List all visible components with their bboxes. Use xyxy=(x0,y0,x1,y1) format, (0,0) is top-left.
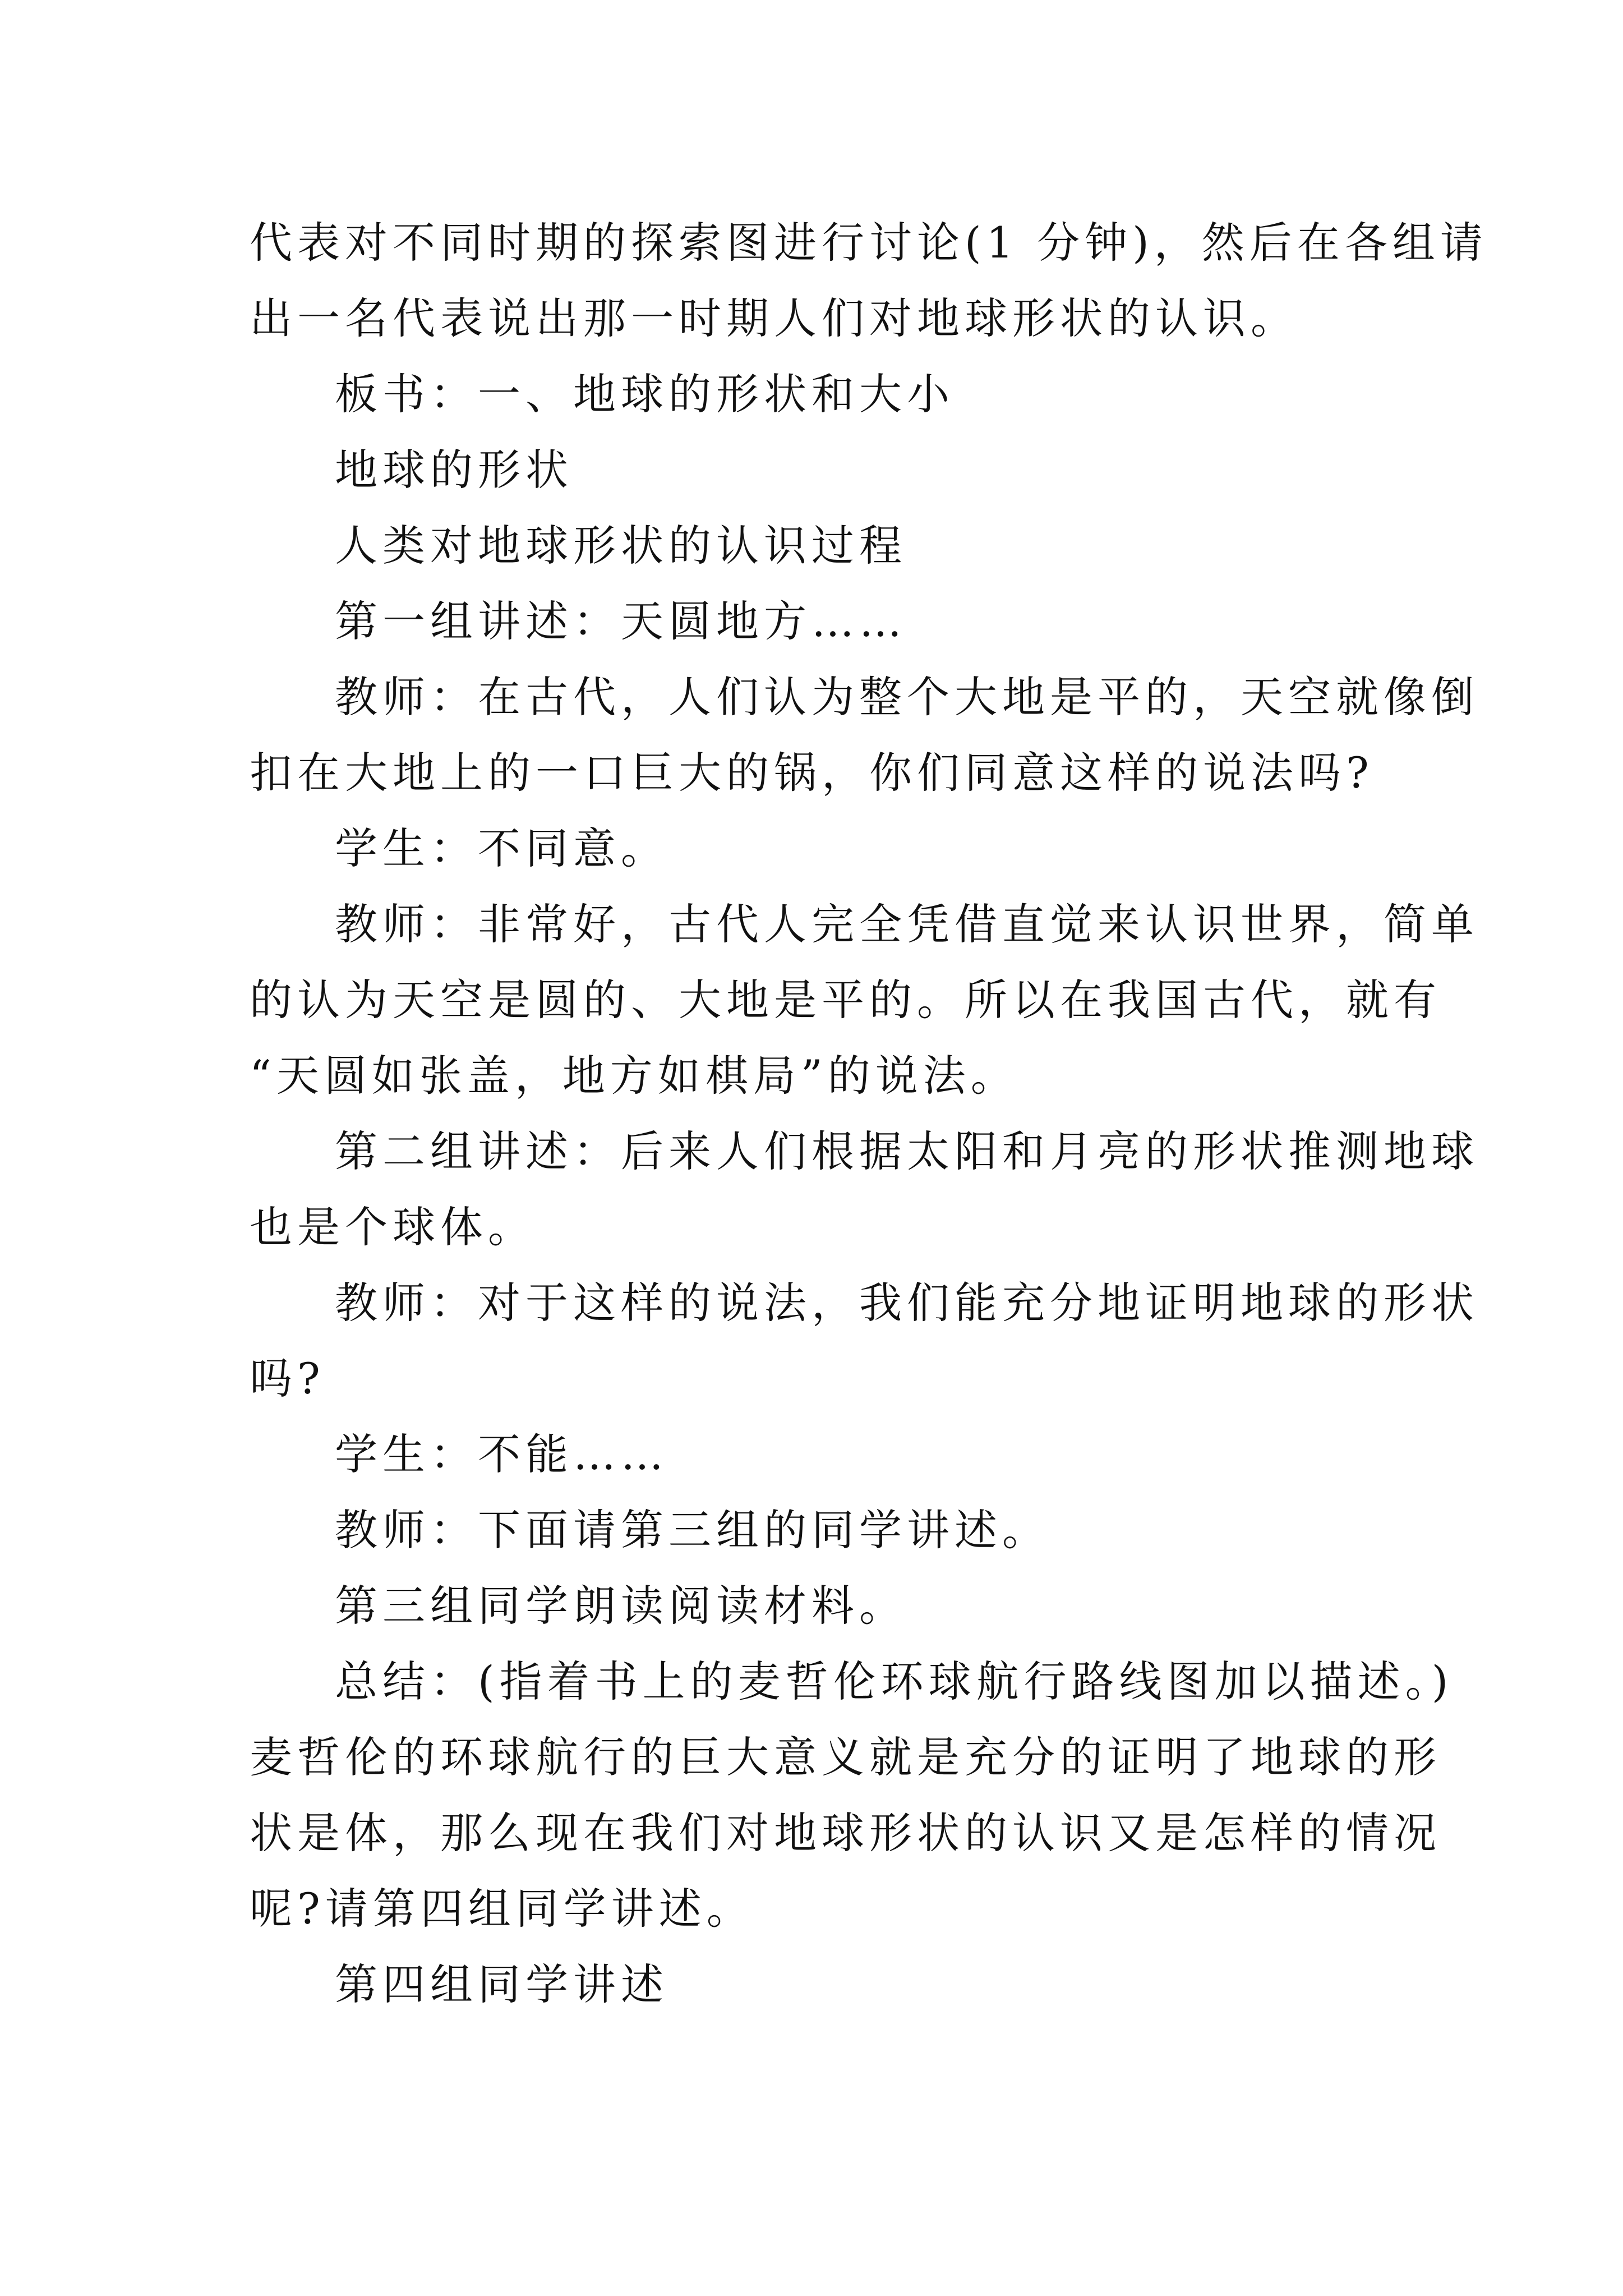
teacher-line-2a: 教师：非常好，古代人完全凭借直觉来认识世界，简单 xyxy=(335,899,1479,949)
group-two-line-b: 也是个球体。 xyxy=(250,1202,536,1252)
teacher-line-3b: 吗? xyxy=(250,1354,325,1404)
teacher-line-3a: 教师：对于这样的说法，我们能充分地证明地球的形状 xyxy=(335,1278,1479,1328)
teacher-line-2b: 的认为天空是圆的、大地是平的。所以在我国古代，就有 xyxy=(250,975,1441,1025)
summary-line-c: 状是体，那么现在我们对地球形状的认识又是怎样的情况 xyxy=(250,1808,1441,1858)
board-subheading: 地球的形状 xyxy=(335,445,573,495)
board-topic: 人类对地球形状的认识过程 xyxy=(335,521,907,570)
student-line-1: 学生：不同意。 xyxy=(335,823,668,873)
summary-line-b: 麦哲伦的环球航行的巨大意义就是充分的证明了地球的形 xyxy=(250,1732,1441,1782)
group-four-line: 第四组同学讲述 xyxy=(335,1959,668,2009)
summary-line-d: 呢?请第四组同学讲述。 xyxy=(250,1884,754,1934)
student-line-2: 学生：不能…… xyxy=(335,1429,668,1479)
group-two-line-a: 第二组讲述：后来人们根据太阳和月亮的形状推测地球 xyxy=(335,1126,1479,1176)
teacher-line-1b: 扣在大地上的一口巨大的锅，你们同意这样的说法吗? xyxy=(250,748,1374,798)
text-line-2: 出一名代表说出那一时期人们对地球形状的认识。 xyxy=(250,293,1298,343)
teacher-line-2c: “天圆如张盖，地方如棋局”的说法。 xyxy=(250,1051,1018,1101)
teacher-line-4: 教师：下面请第三组的同学讲述。 xyxy=(335,1505,1050,1555)
group-three-line: 第三组同学朗读阅读材料。 xyxy=(335,1581,907,1631)
summary-line-a: 总结：(指着书上的麦哲伦环球航行路线图加以描述。) xyxy=(335,1657,1454,1706)
text-line-1: 代表对不同时期的探索图进行讨论(1 分钟)，然后在各组请 xyxy=(250,218,1488,268)
teacher-line-1a: 教师：在古代，人们认为整个大地是平的，天空就像倒 xyxy=(335,672,1479,722)
board-heading: 板书：一、地球的形状和大小 xyxy=(335,369,955,419)
group-one-line: 第一组讲述：天圆地方…… xyxy=(335,596,907,646)
